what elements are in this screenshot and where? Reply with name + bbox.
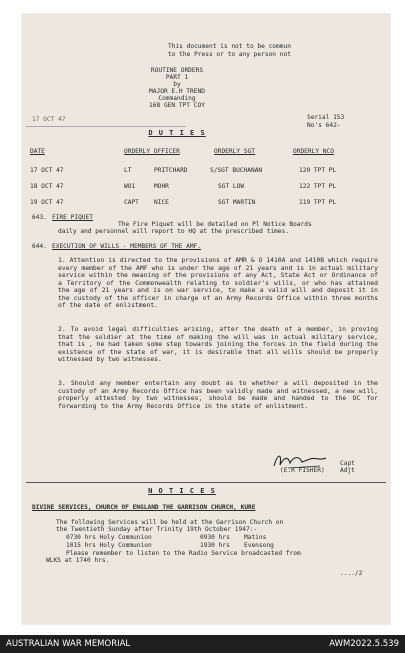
duty-date: 19 OCT 47: [30, 199, 64, 206]
service-time: 0930 hrs: [200, 534, 230, 541]
duty-date: 17 OCT 47: [30, 167, 64, 174]
duties-header-sgt: ORDERLY SGT: [214, 148, 255, 155]
service-name: Matins: [244, 534, 267, 541]
service-time-name: 1015 hrs Holy Communion: [66, 542, 152, 549]
orders-by: by: [173, 81, 181, 88]
wills-paragraph-3: 3. Should any member entertain any doubt as to whether a will deposited in the custody of an Army Records Office has been validly made and witnessed, a new will, properly attested by two witnesses, should be made and handed to the OC for forwarding to the Army Records Office in the state of enlistment.: [58, 379, 378, 410]
item-643-line-1: The Fire Piquet will be detailed on Pl Notice Boards: [118, 221, 312, 228]
footer-source: AUSTRALIAN WAR MEMORIAL: [6, 639, 131, 649]
service-name: Evensong: [244, 542, 274, 549]
radio-notice-line-1: Please remember to listen to the Radio Service broadcasted from: [66, 550, 301, 557]
wills-paragraph-1: 1. Attention is directed to the provisions of AMR & O 1410A and 1410B which require every member of the AMF who is under the age of 21 years and is in actual military service within the meaning of the provisions of any Act, State Act or Ordinance of a Territory of the Commonwealth relating to soldier's wills, or who has attained the age of 21 years and is on war service, to make a valid will and deposit it in the custody of the officer in charge of an Army Records Office within three months of the date of enlistment.: [58, 256, 378, 309]
item-643-line-2: daily and personnel will report to HQ at the prescribed times.: [58, 228, 289, 235]
item-643-number: 643.: [32, 214, 47, 221]
item-644-number: 644.: [32, 243, 47, 250]
header-divider: [26, 126, 186, 127]
duty-nco: 119 TPT PL: [299, 199, 337, 206]
serial-number: Serial 153: [307, 114, 345, 121]
orders-part: PART 1: [165, 74, 189, 81]
item-643-title: FIRE PIQUET: [52, 214, 93, 221]
unit-name: 168 GEN TPT COY: [149, 102, 205, 109]
duty-officer-rank: CAPT: [124, 199, 139, 206]
order-numbers: No's 642-: [307, 122, 341, 129]
divine-services-line-2: the Twentieth Sunday after Trinity 19th October 1947:-: [56, 526, 258, 533]
wills-paragraph-2: 2. To avoid legal difficulties arising, after the death of a member, in proving that the soldier at the time of making the will was in actual military service, that is , he had taken some step towards joining the forces in the field during the existence of the state of war, it is desirable that all wills should be properly witnessed by two witnesses.: [58, 325, 378, 363]
duties-header-nco: ORDERLY NCO: [293, 148, 334, 155]
duty-date: 18 OCT 47: [30, 183, 64, 190]
header-notice-line-1: This document is not to be commun: [168, 43, 291, 50]
duty-nco: 122 TPT PL: [299, 183, 337, 190]
divine-services-title: DIVINE SERVICES, CHURCH OF ENGLAND THE GARRISON CHURCH, KURE: [32, 504, 256, 511]
commanding-label: Commanding: [158, 95, 196, 102]
duty-sgt: S/SGT BUCHANAN: [210, 167, 263, 174]
duties-title: D U T I E S: [148, 129, 206, 137]
header-notice-line-2: to the Press or to any person not: [168, 51, 291, 58]
notices-title: N O T I C E S: [148, 487, 216, 495]
document-page: [22, 14, 390, 624]
page-continuation: ..../2: [340, 570, 363, 577]
signature-unit: Adjt: [340, 467, 355, 474]
duty-officer-rank: WO1: [124, 183, 136, 190]
duty-officer-name: PRITCHARD: [154, 167, 188, 174]
duty-sgt: SGT LOW: [218, 183, 245, 190]
divine-services-line-1: The following Services will be held at the Garrison Church on: [56, 519, 284, 526]
footer-bar: [0, 635, 405, 653]
duties-header-officer: ORDERLY OFFICER: [124, 148, 180, 155]
duties-header-date: DATE: [30, 148, 45, 155]
notices-divider: [26, 482, 386, 483]
duty-nco: 120 TPT PL: [299, 167, 337, 174]
signature-name: (E.R FISHER): [280, 467, 325, 474]
item-644-title: EXECUTION OF WILLS - MEMBERS OF THE AMF.: [52, 243, 202, 250]
service-time-name: 0730 hrs Holy Communion: [66, 534, 152, 541]
orders-title: ROUTINE ORDERS: [150, 67, 204, 74]
service-time: 1930 hrs: [200, 542, 230, 549]
commander-name: MAJOR E.H TREND: [149, 88, 205, 95]
radio-notice-line-2: WLKS at 1740 hrs.: [46, 557, 110, 564]
duty-officer-rank: LT: [124, 167, 132, 174]
duty-sgt: SGT MARTIN: [218, 199, 256, 206]
date-stamp: 17 OCT 47: [32, 116, 66, 123]
footer-accession-id: AWM2022.5.539: [329, 639, 399, 649]
duty-officer-name: MOHR: [154, 183, 169, 190]
duty-officer-name: NICE: [154, 199, 169, 206]
signature-rank: Capt: [340, 460, 355, 467]
